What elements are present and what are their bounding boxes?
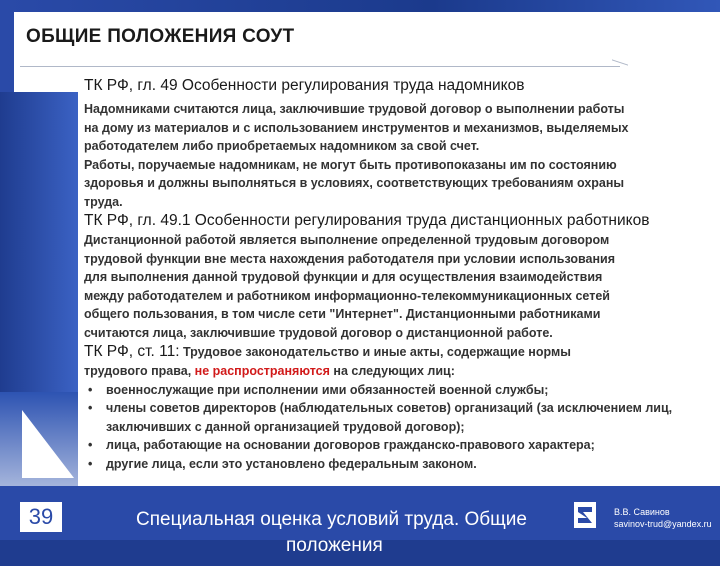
paragraph-line: Дистанционной работой является выполнение определенной трудовым договором (84, 233, 610, 247)
list-item-text: другие лица, если это установлено федеральным законом. (106, 456, 477, 471)
paragraph-line: для выполнения данной трудовой функции и для осуществления взаимодействия (84, 270, 603, 284)
paragraph-line: трудовой функции вне места нахождения работодателя при условии использования (84, 251, 615, 266)
slide-title: ОБЩИЕ ПОЛОЖЕНИЯ СОУТ (26, 26, 295, 47)
paragraph-line: Надомниками считаются лица, заключившие трудовой договор о выполнении работы (84, 102, 625, 116)
art11-highlight: не распространяются (194, 364, 330, 378)
section-heading-art11 (84, 342, 704, 362)
author-info (614, 506, 712, 530)
title-divider (20, 66, 620, 67)
paragraph-line: труда. (84, 194, 123, 209)
bullet-icon: • (88, 401, 93, 415)
bullet-icon: • (88, 382, 93, 397)
slide-content (84, 76, 704, 473)
paragraph-line: на дому из материалов и с использованием инструментов и механизмов, выделяемых (84, 120, 629, 135)
paragraph-line: общего пользования, в том числе сети "Интернет". Дистанционными работниками (84, 307, 601, 321)
paragraph-line: здоровья и должны выполняться в условиях, соответствующих требованиям охраны (84, 176, 625, 190)
list-item-text: лица, работающие на основании договоров гражданско-правового характера; (106, 438, 595, 452)
author-name: В.В. Савинов (614, 507, 670, 517)
list-item (84, 455, 704, 474)
list-item (84, 399, 704, 436)
paragraph-line: Работы, поручаемые надомникам, не могут быть противопоказаны им по состоянию (84, 157, 617, 172)
footer-title (136, 500, 556, 556)
sidebar-decoration (0, 92, 78, 392)
list-item (84, 436, 704, 455)
footer-title-text: Специальная оценка условий труда. Общие (136, 509, 527, 530)
art11-text-b: на следующих лиц: (329, 364, 455, 378)
section-heading-remote: ТК РФ, гл. 49.1 Особенности регулирования труда дистанционных работников (84, 212, 650, 229)
exclusion-list (84, 381, 704, 474)
page-number: 39 (20, 502, 62, 532)
footer-title-cut: положения (286, 535, 383, 556)
art11-text-a: трудового права, (84, 364, 195, 378)
paragraph-line: между работодателем и работником информационно-телекоммуникационных сетей (84, 288, 610, 303)
bullet-icon: • (88, 456, 93, 471)
art11-prefix: ТК РФ, ст. 11: (84, 343, 180, 360)
paragraph-line: считаются лица, заключившие трудовой договор о дистанционной работе. (84, 325, 553, 340)
corner-decoration (22, 410, 74, 478)
bullet-icon: • (88, 438, 93, 452)
paragraph-line: работодателем либо приобретаемых надомником за свой счет. (84, 139, 480, 153)
list-item-text: военнослужащие при исполнении ими обязанностей военной службы; (106, 382, 549, 397)
list-item-text: члены советов директоров (наблюдательных советов) организаций (за исключением лиц, заключивших с данной организацией трудовой договор); (106, 401, 673, 434)
art11-line (84, 362, 704, 381)
logo-icon (572, 500, 598, 530)
list-item (84, 381, 704, 400)
author-email: savinov-trud@yandex.ru (614, 519, 712, 529)
section-heading-homeworkers: ТК РФ, гл. 49 Особенности регулирования труда надомников (84, 77, 525, 94)
art11-rest: Трудовое законодательство и иные акты, содержащие нормы (179, 345, 571, 359)
